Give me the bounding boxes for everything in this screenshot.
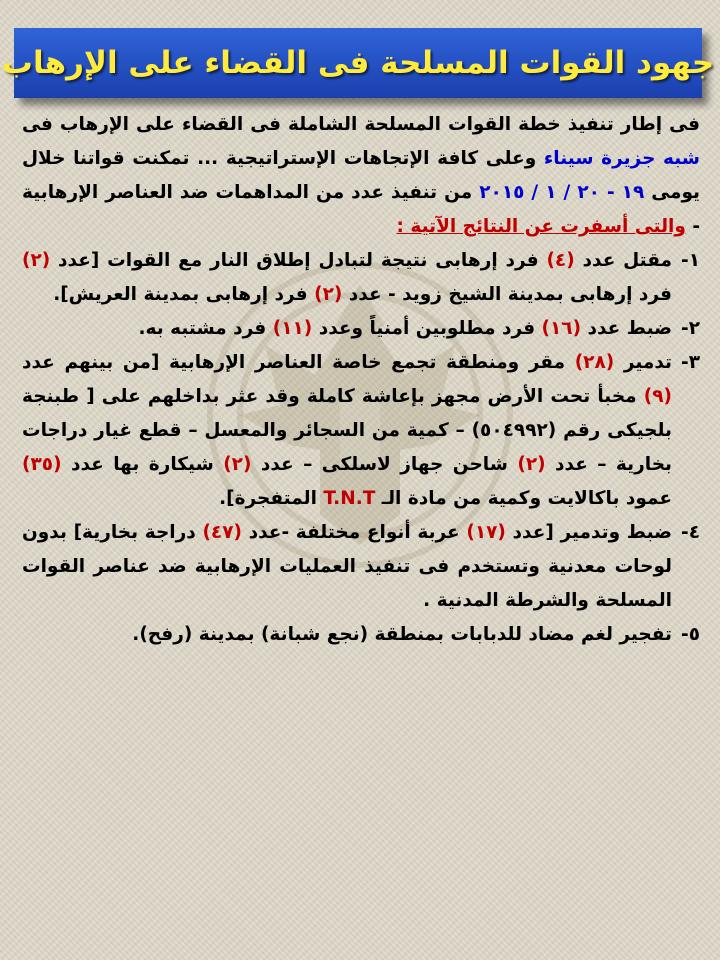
list-item-2 — [22, 312, 700, 346]
count-highlight: (٤) — [546, 250, 575, 271]
item-text — [22, 244, 672, 312]
count-highlight: (٩) — [643, 386, 672, 407]
list-item-3 — [22, 346, 700, 516]
text-run: عربة أنواع مختلفة -عدد — [241, 522, 467, 543]
results-heading: والتى أسفرت عن النتائج الآتية : — [396, 216, 686, 237]
item-number: ١- — [681, 250, 700, 271]
text-run: تدمير — [614, 352, 672, 373]
item-number: ٣- — [681, 352, 700, 373]
intro-line-3-post: من تنفيذ عدد من المداهمات — [215, 182, 480, 203]
text-run: عمود باكالايت وكمية من مادة الـ — [375, 488, 672, 509]
count-highlight: (١١) — [272, 318, 313, 339]
text-run: مخبأ تحت الأرض مجهز بإعاشة كاملة وقد عثر بداخلهم على [ طبنجة بلجيكى رقم (٥٠٤٩٩٢) – كمية من السجائر والمعسل – قطع غيار دراجات بخارية – عدد — [22, 386, 673, 475]
item-text — [22, 618, 672, 652]
text-run: مقر ومنطقة تجمع خاصة العناصر الإرهابية [من بينهم عدد — [22, 352, 575, 373]
intro-line-2-post: وعلى كافة الإتجاهات الإستراتيجية ... تمكنت — [132, 148, 544, 169]
text-run: شيكارة بها عدد — [61, 454, 224, 475]
text-run: شاحن جهاز لاسلكى – عدد — [251, 454, 518, 475]
item-number: ٤- — [681, 522, 700, 543]
intro-line-3-pre: قواتنا خلال يومى — [22, 148, 700, 203]
text-run: فرد إرهابى نتيجة لتبادل إطلاق النار مع القوات [عدد — [50, 250, 547, 271]
item-number: ٥- — [681, 624, 700, 645]
text-run: ضبط عدد — [581, 318, 672, 339]
count-highlight: (٢) — [223, 454, 252, 475]
text-run: فرد مشتبه به. — [138, 318, 273, 339]
item-number: ٢- — [681, 318, 700, 339]
intro-line-4-pre: ضد العناصر الإرهابية - — [22, 182, 700, 237]
location-highlight: شبه جزيرة سيناء — [543, 148, 701, 169]
list-item-4 — [22, 516, 700, 618]
text-run: فرد إرهابى بمدينة العريش]. — [53, 284, 315, 305]
text-run: ضبط وتدمير [عدد — [505, 522, 672, 543]
text-run: مقتل عدد — [574, 250, 672, 271]
count-highlight: (١٧) — [466, 522, 506, 543]
count-highlight: (٢) — [22, 250, 51, 271]
body-text — [22, 108, 700, 652]
count-highlight: (٤٧) — [202, 522, 242, 543]
text-run: المتفجرة]. — [219, 488, 324, 509]
count-highlight: (٢٨) — [574, 352, 615, 373]
page-title: جهود القوات المسلحة فى القضاء على الإرهاب — [1, 45, 715, 81]
text-run: فرد إرهابى بمدينة الشيخ زويد - عدد — [342, 284, 672, 305]
list-item-1 — [22, 244, 700, 312]
count-highlight: (٢) — [517, 454, 546, 475]
intro-line-2-pre: فى — [22, 114, 53, 135]
item-text — [22, 312, 672, 346]
text-run: دراجة بخارية] بدون لوحات معدنية وتستخدم فى تنفيذ العمليات الإرهابية ضد عناصر القوات المسلحة والشرطة المدنية . — [22, 522, 672, 611]
tnt-highlight: T.N.T — [323, 488, 376, 509]
intro-line-1: فى إطار تنفيذ خطة القوات المسلحة الشاملة فى القضاء على الإرهاب — [59, 114, 700, 135]
count-highlight: (٢) — [314, 284, 343, 305]
item-text — [22, 516, 672, 618]
text-run: تفجير لغم مضاد للدبابات بمنطقة (نجع شبانة) بمدينة (رفح). — [132, 624, 672, 645]
count-highlight: (٣٥) — [22, 454, 62, 475]
title-banner — [1, 28, 715, 98]
count-highlight: (١٦) — [541, 318, 582, 339]
dates-highlight: ١٩ - ٢٠ / ١ / ٢٠١٥ — [479, 182, 645, 203]
text-run: فرد مطلوبين أمنياً وعدد — [312, 318, 542, 339]
item-text — [22, 346, 672, 516]
list-item-5 — [22, 618, 700, 652]
intro-paragraph — [22, 108, 700, 244]
